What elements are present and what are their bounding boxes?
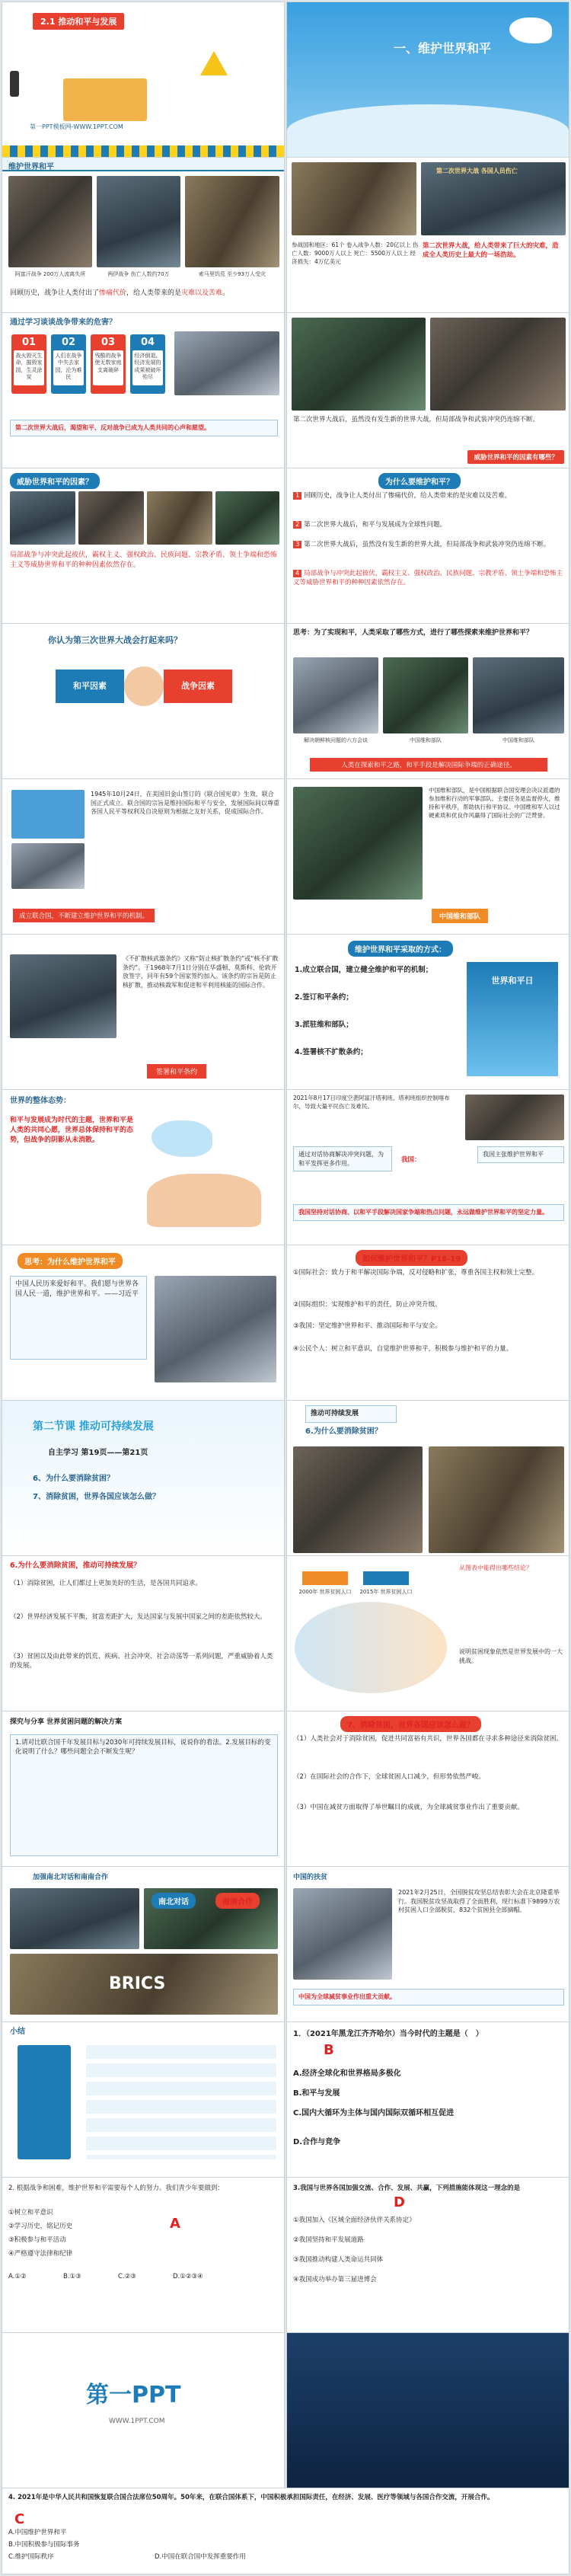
caption-peacekeepers-2: 中国维和部队 <box>502 737 534 743</box>
photo-afghan <box>8 176 92 267</box>
peace-path-bar: 人类在探索和平之路，和平手段是解决国际争端的正确途径。 <box>310 758 547 772</box>
q2-choice-a[interactable]: A.①② <box>8 2273 27 2280</box>
south-north-title: 加强南北对话和南南合作 <box>33 1874 109 1881</box>
photo-afghan-news <box>465 1095 564 1140</box>
why-peace-point-2: 2 第二次世界大战后，和平与发展成为全球性问题。 <box>293 520 564 529</box>
situation-title: 世界的整体态势： <box>10 1097 71 1105</box>
photo-threat-1 <box>10 491 75 545</box>
question-6: 6、为什么要消除贫困？ <box>33 1475 114 1483</box>
tag-south-north: 南北对话 <box>152 1893 196 1909</box>
how-protect-4: ④公民个人：树立和平意识，自觉维护世界和平，积极参与维护和平的力量。 <box>293 1345 513 1353</box>
why-peace-point-1: 1 回顾历史，战争让人类付出了惨痛代价，给人类带来的是灾难以及苦难。 <box>293 491 564 500</box>
q2-item-4: ④严格遵守法律和纪律 <box>8 2250 73 2258</box>
slide-explore[interactable] <box>2 1711 285 1868</box>
slide-question-3[interactable] <box>286 2177 569 2334</box>
threats-text: 局部战争与冲突此起彼伏，霸权主义、强权政治、民族问题、宗教矛盾、领土争端和恐怖主义等威胁世界和平的种种因素依然存在。 <box>10 551 278 570</box>
china-poverty-title: 中国的扶贫 <box>293 1874 328 1881</box>
slide-question-4[interactable] <box>2 2488 569 2574</box>
slide-threats[interactable] <box>2 468 285 625</box>
slide-summary[interactable] <box>2 2021 285 2178</box>
cloud-shape <box>287 104 569 158</box>
un-text: 1945年10月24日，在美国旧金山签订的《联合国宪章》生效，联合国正式成立。联合国的宗旨是维持国际和平与安全，发展国际间以尊重各国人民平等权利及自决原则为根据之友好关系，促成国际合作。 <box>91 791 279 816</box>
npt-bar: 签署和平条约 <box>147 1064 206 1079</box>
photo-peacekeepers-1 <box>383 657 468 733</box>
peacekeepers-banner: 中国维和部队 <box>432 909 488 923</box>
slide-peace-methods[interactable] <box>286 934 569 1091</box>
question-4-stem: 4. 2021年是中华人民共和国恢复联合国合法席位50周年。50年来，在联合国体系下，中国积极承担国际责任，在经济、发展、医疗等领域与各国合作交流，开展合作。 <box>8 2494 494 2501</box>
warning-sign-icon <box>200 51 228 75</box>
caption-2015: 2015年 世界贫困人口 <box>359 1589 413 1595</box>
section-title: 一、维护世界和平 <box>394 41 492 56</box>
slide-china-poverty[interactable] <box>286 1866 569 2023</box>
china-poverty-bar: 中国为全球减贫事业作出重大贡献。 <box>293 1989 564 2006</box>
slide-header: 维护世界和平 <box>2 158 284 171</box>
q3-item-1: ①我国加入《区域全面经济伙伴关系协定》 <box>293 2216 416 2224</box>
slide-ww3-question[interactable] <box>2 623 285 780</box>
q4-option-c[interactable]: C.维护国际秩序 <box>8 2553 54 2561</box>
peace-day-book: 世界和平日 <box>467 962 558 1076</box>
photo-chinese-peacekeepers <box>293 787 423 900</box>
photo-threat-2 <box>78 491 144 545</box>
q2-item-1: ①树立和平意识 <box>8 2209 53 2216</box>
slide-poverty-chart[interactable] <box>286 1555 569 1712</box>
how-protect-2: ②国际组织：实现维护和平的责任，防止冲突升级。 <box>293 1301 442 1309</box>
method-1: 1.成立联合国，建立健全维护和平的机制； <box>295 966 433 974</box>
q3-item-2: ②我国坚持和平发展道路 <box>293 2236 364 2244</box>
todo-2: （2）在国际社会的合作下，全球贫困人口减少，但形势依然严峻。 <box>293 1773 485 1781</box>
flow-box-1: 通过对话协商解决冲突问题，为和平发挥更多作用。 <box>293 1146 392 1171</box>
slide-war-harm[interactable] <box>2 312 285 469</box>
slide-peacekeepers[interactable] <box>286 778 569 935</box>
un-flag-icon <box>11 790 85 839</box>
caption-1: 阿富汗战争 200万人流离失所 <box>14 271 86 277</box>
why-peace-point-3: 3 第二次世界大战后，虽然没有发生新的世界大战，但局部战争和武装冲突仍连绵不断。 <box>293 540 564 549</box>
why-peace-point-4: 4 局部战争与冲突此起彼伏，霸权主义、强权政治、民族问题、宗教矛盾、领土争端和恐怖主义等威胁世界和平的种种因素依然存在。 <box>293 570 563 587</box>
answer-2: A <box>170 2216 180 2232</box>
how-protect-3: ③我国：坚定维护世界和平、推动国际和平与安全。 <box>293 1322 442 1330</box>
caption-talks: 解决朝鲜核问题的六方会谈 <box>304 737 368 743</box>
q2-choice-d[interactable]: D.①②③④ <box>173 2273 203 2280</box>
ww3-question: 你认为第三次世界大战会打起来吗？ <box>48 635 182 645</box>
slide-sustainable[interactable] <box>286 1400 569 1557</box>
question-3-stem: 3.我国与世界各国加强交流、合作、发展、共赢，下列措施能体现这一理念的是 <box>293 2184 521 2192</box>
slide-logo[interactable] <box>2 2332 285 2489</box>
quote-box: 中国人民历来爱好和平。我们愿与世界各国人民一道，维护世界和平。——习近平 <box>10 1276 147 1360</box>
bar-2000 <box>302 1571 348 1585</box>
lesson-title: 2.1 推动和平与发展 <box>33 13 124 30</box>
photo-ceremony <box>293 1888 392 1980</box>
methods-title: 维护世界和平采取的方式： <box>348 941 453 957</box>
stance-bar: 我国坚持对话协商、以和平手段解决国家争端和热点问题，永远做维护世界和平的坚定力量。 <box>293 1204 564 1221</box>
dove-icon <box>152 1120 212 1157</box>
photo-threat-4 <box>215 491 279 545</box>
photo-six-party-talks <box>293 657 378 733</box>
school-illustration <box>63 78 147 121</box>
section-2-title: 第二节课 推动可持续发展 <box>33 1421 154 1433</box>
peacekeepers-text: 中国维和部队，是中国根据联合国安理会决议派遣的参加维和行动的军事部队。主要任务是监督停火，维持和平秩序，帮助执行和平协议。中国维和军人以过硬素质和优良作风赢得了国际社会的广泛赞誉。 <box>429 787 560 819</box>
un-bar: 成立联合国，不断建立维护世界和平的机制。 <box>13 909 155 922</box>
photo-ruins <box>174 331 279 395</box>
explore-text: 1.请对比联合国千年发展目标与2030年可持续发展目标，说说你的看法。2.发展目标的变化说明了什么？哪些问题全会不断发生呢？ <box>10 1734 278 1856</box>
tag-south-south: 南南合作 <box>215 1893 260 1909</box>
slide-un[interactable] <box>2 778 285 935</box>
ww2-conclusion: 第二次世界大战，给人类带来了巨大的灾难，造成全人类历史上最大的一场浩劫。 <box>423 242 559 260</box>
think-text: 思考：为了实现和平，人类采取了哪些方式，进行了哪些探索来维护世界和平？ <box>293 629 534 637</box>
chart-hint: 从图表中能得出哪些结论？ <box>459 1564 532 1571</box>
slide-world-situation[interactable] <box>2 1089 285 1246</box>
flow-label: 我国： <box>401 1156 421 1164</box>
q2-item-2: ②学习历史，铭记历史 <box>8 2223 73 2230</box>
brand-logo: 第一PPT <box>86 2382 181 2408</box>
slide-why-eliminate[interactable] <box>2 1555 285 1712</box>
caption-3: 索马里饥荒 至少93万人受灾 <box>198 271 266 277</box>
eliminate-2: （2）世界经济发展不平衡，贫富差距扩大，发达国家与发展中国家之间的差距依然较大。 <box>10 1613 266 1621</box>
slide-history-war[interactable] <box>2 157 285 314</box>
how-protect-title: 如何维护世界和平？P18-19 <box>356 1250 467 1266</box>
traffic-light-icon <box>10 71 19 97</box>
q4-option-b[interactable]: B.中国积极参与国际事务 <box>8 2541 80 2549</box>
eliminate-3: （3）贫困以及由此带来的饥荒、疾病、社会冲突、社会动荡等一系列问题，严重威胁着人类的发展。 <box>10 1653 273 1670</box>
sustainable-question: 6.为什么要消除贫困？ <box>305 1427 382 1436</box>
q3-item-4: ④我国成功举办第三届进博会 <box>293 2276 377 2284</box>
harm-card-4: 04 经济倒退，经济发展的成果被破坏殆尽 <box>130 334 165 394</box>
slide-section-2[interactable] <box>2 1400 285 1557</box>
question-tag: 威胁世界和平的因素有哪些？ <box>467 450 564 464</box>
eliminate-1: （1）消除贫困，让人们都过上更加美好的生活，是各国共同追求。 <box>10 1580 202 1587</box>
slide-question-1[interactable] <box>286 2021 569 2178</box>
summary-title: 小结 <box>10 2028 25 2036</box>
conflict-text: 第二次世界大战后，虽然没有发生新的世界大战，但局部战争和武装冲突仍连绵不断。 <box>293 416 540 423</box>
slide-npt[interactable] <box>2 934 285 1091</box>
caption-2: 两伊战争 伤亡人数约70万 <box>107 271 170 277</box>
photo-poverty-1 <box>293 1446 423 1553</box>
photo-speech <box>155 1276 276 1382</box>
photo-conflict-2 <box>430 318 566 411</box>
q1-option-b[interactable]: B.和平与发展 <box>293 2089 340 2098</box>
method-4: 4.签署核不扩散条约； <box>295 1048 368 1056</box>
npt-text: 《不扩散核武器条约》又称“防止核扩散条约”或“核不扩散条约”。于1968年7月1日分别在华盛顿、莫斯科、伦敦开放签字，同年有59个国家签约加入。该条约的宗旨是防止核扩散，推动核裁军和促进和平利用核能的国际合作。 <box>123 955 279 989</box>
todo-title: 7、消除贫困，世界各国应该怎么做？ <box>340 1716 481 1732</box>
q4-option-a[interactable]: A.中国维护世界和平 <box>8 2529 67 2536</box>
photo-threat-3 <box>147 491 212 545</box>
dove-icon <box>509 18 552 43</box>
situation-text: 和平与发展成为时代的主题，世界和平是人类的共同心愿，世界总体保持和平的态势，但战争的阴影从未消散。 <box>10 1117 134 1145</box>
slide-how-protect[interactable] <box>286 1245 569 1401</box>
photo-poverty-2 <box>429 1446 564 1553</box>
photo-summit <box>10 1888 139 1949</box>
afghan-news: 2021年8月17日印度空袭阿富汗塔利班。塔利班组织控制喀布尔，导致大量平民伤亡及难民。 <box>293 1095 450 1110</box>
question-1-stem: 1．（2021年黑龙江齐齐哈尔）当今时代的主题是（ ） <box>293 2030 483 2038</box>
slide-south-north[interactable] <box>2 1866 285 2023</box>
photo-conflict-1 <box>292 318 426 411</box>
why-peace-title: 为什么要维护和平？ <box>378 473 461 489</box>
harm-conclusion: 第二次世界大战后，渴望和平、反对战争已成为人类共同的心声和愿望。 <box>10 420 278 436</box>
eliminate-title: 6.为什么要消除贫困，推动可持续发展？ <box>10 1561 141 1570</box>
slide-dark-banner <box>286 2332 569 2489</box>
photo-peacekeepers-2 <box>473 657 564 733</box>
summary-tree <box>86 2045 276 2159</box>
handshake-icon <box>124 666 164 706</box>
harm-card-2: 02 人们在战争中失去家园，沦为难民 <box>51 334 86 394</box>
harm-title: 通过学习谈谈战争带来的危害？ <box>10 318 116 327</box>
q2-item-3: ③积极参与和平活动 <box>8 2236 66 2244</box>
photo-npt-signing <box>10 954 116 1038</box>
bar-2015 <box>363 1571 409 1585</box>
answer-1: B <box>324 2042 334 2058</box>
photo-somalia <box>185 176 279 267</box>
slide-peace-ways[interactable] <box>286 623 569 780</box>
crosswalk-stripe <box>2 145 284 158</box>
ww2-banner: 第二次世界大战 各国人员伤亡 <box>436 168 518 174</box>
q2-choice-b[interactable]: B.①③ <box>63 2273 81 2280</box>
quote-label: 思考：为什么维护世界和平 <box>18 1253 123 1269</box>
photo-un-building <box>11 843 85 889</box>
ww2-stats: 参战国和地区：61个 卷入战争人数：20亿以上 伤亡人数：9000万人以上 死亡：5500万人以上 经济损失：4万亿美元 <box>292 241 419 265</box>
brics-word: BRICS <box>109 1974 166 1993</box>
sustainable-title: 推动可持续发展 <box>305 1405 397 1423</box>
harm-card-1: 01 战火毁灭生命，摧毁家园，生灵涂炭 <box>11 334 46 394</box>
q3-item-3: ③我国推动构建人类命运共同体 <box>293 2256 384 2264</box>
how-protect-1: ①国际社会：致力于和平解决国际争端，反对侵略和扩张，尊重各国主权和领土完整。 <box>293 1269 539 1277</box>
china-poverty-text: 2021年2月25日，全国脱贫攻坚总结表彰大会在北京隆重举行。我国脱贫攻坚战取得了全面胜利，现行标准下9899万农村贫困人口全部脱贫，832个贫困县全部摘帽。 <box>398 1889 560 1914</box>
brand-url: WWW.1PPT.COM <box>109 2418 165 2425</box>
slide-china-stance[interactable] <box>286 1089 569 1246</box>
peace-factor-box: 和平因素 <box>56 670 124 703</box>
slide-section-title[interactable] <box>286 2 569 158</box>
answer-3: D <box>394 2194 405 2210</box>
method-2: 2.签订和平条约； <box>295 993 353 1002</box>
site-label: 第一PPT模板网-WWW.1PPT.COM <box>30 123 123 130</box>
chart-note: 说明贫困现象依然是世界发展中的一大挑战。 <box>459 1648 563 1664</box>
todo-1: （1）人类社会对于消除贫困，促进共同富裕有共识，世界各国都在寻求多种途径来消除贫困。 <box>293 1735 563 1743</box>
war-factor-box: 战争因素 <box>164 670 232 703</box>
summary-root <box>18 2045 71 2159</box>
answer-4: C <box>14 2511 25 2527</box>
explore-title: 探究与分享 世界贫困问题的解决方案 <box>10 1718 123 1726</box>
slide-question-2[interactable] <box>2 2177 285 2334</box>
slide-ww2[interactable] <box>286 157 569 314</box>
slide-title-left[interactable] <box>2 2 285 158</box>
photo-ww2-soldiers <box>292 162 416 235</box>
todo-3: （3）中国在减贫方面取得了举世瞩目的成就，为全球减贫事业作出了重要贡献。 <box>293 1804 524 1811</box>
q1-option-d[interactable]: D.合作与竞争 <box>293 2138 341 2146</box>
slide-local-conflicts[interactable] <box>286 312 569 469</box>
slide-xi-quote[interactable] <box>2 1245 285 1401</box>
photo-iran-iraq <box>97 176 180 267</box>
hands-icon <box>147 1174 261 1227</box>
q4-option-d[interactable]: D.中国在联合国中发挥重要作用 <box>155 2553 246 2561</box>
world-map-icon <box>295 1602 447 1693</box>
harm-card-3: 03 残酷的战争使无数家庭支离破碎 <box>91 334 126 394</box>
question-7: 7、消除贫困，世界各国应该怎么做？ <box>33 1493 160 1501</box>
caption-peacekeepers-1: 中国维和部队 <box>410 737 442 743</box>
q1-option-a[interactable]: A.经济全球化和世界格局多极化 <box>293 2069 401 2078</box>
q2-choice-c[interactable]: C.②③ <box>118 2273 136 2280</box>
method-3: 3.派驻维和部队； <box>295 1021 353 1029</box>
conclusion-text: 回顾历史，战争让人类付出了惨痛代价，给人类带来的是灾难以及苦难。 <box>10 289 230 297</box>
slide-what-to-do[interactable] <box>286 1711 569 1868</box>
slide-why-peace[interactable] <box>286 468 569 625</box>
caption-2000: 2000年 世界贫困人口 <box>298 1589 352 1595</box>
q1-option-c[interactable]: C.国内大循环为主体与国内国际双循环相互促进 <box>293 2109 455 2117</box>
question-2-stem: 2. 根据战争和困难，维护世界和平需要每个人的努力。我们青少年要做到： <box>8 2184 224 2192</box>
self-study: 自主学习 第19页——第21页 <box>48 1449 148 1457</box>
threats-title: 威胁世界和平的因素？ <box>10 473 100 489</box>
flow-box-2: 我国主张维护世界和平 <box>477 1146 564 1163</box>
